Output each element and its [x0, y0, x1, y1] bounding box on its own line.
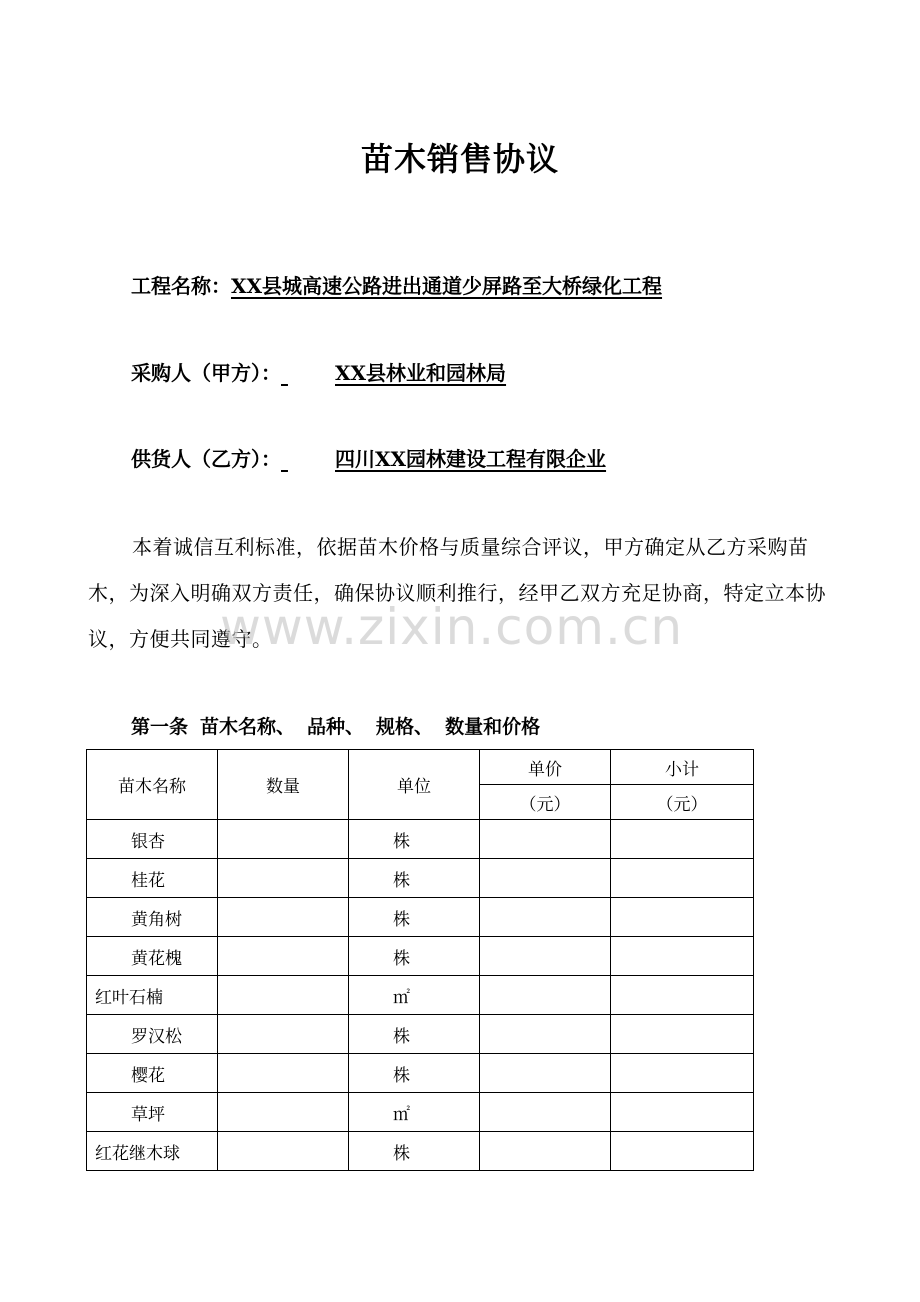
- cell-name: 红叶石楠: [87, 976, 218, 1015]
- section-part: 苗木名称、: [200, 716, 296, 738]
- table-row: [87, 1054, 754, 1093]
- cell-name: 桂花: [87, 859, 218, 898]
- cell-price: [480, 820, 611, 859]
- cell-subtotal: [611, 1054, 754, 1093]
- buyer-value: XX县林业和园林局: [335, 361, 507, 385]
- supplier-field: [131, 443, 606, 472]
- table-row: [87, 898, 754, 937]
- supplier-value: 四川XX园林建设工程有限企业: [335, 447, 607, 471]
- supplier-blank-line: [281, 447, 335, 471]
- cell-name: 银杏: [87, 820, 218, 859]
- cell-quantity: [218, 976, 349, 1015]
- cell-quantity: [218, 1015, 349, 1054]
- table-row: [87, 1132, 754, 1171]
- cell-unit: 株: [349, 898, 480, 937]
- header-subtotal-unit: （元）: [611, 785, 754, 820]
- cell-quantity: [218, 898, 349, 937]
- cell-unit: ㎡: [349, 1093, 480, 1132]
- section-part: 品种、: [307, 716, 365, 738]
- table-row: [87, 976, 754, 1015]
- cell-unit: 株: [349, 1015, 480, 1054]
- cell-name: 罗汉松: [87, 1015, 218, 1054]
- cell-price: [480, 1015, 611, 1054]
- cell-unit: 株: [349, 820, 480, 859]
- buyer-label: 采购人（甲方）：: [131, 361, 281, 385]
- cell-unit: 株: [349, 859, 480, 898]
- cell-quantity: [218, 1054, 349, 1093]
- buyer-blank-line: [281, 361, 335, 385]
- cell-unit: 株: [349, 1132, 480, 1171]
- header-quantity: 数量: [218, 750, 349, 820]
- cell-quantity: [218, 1132, 349, 1171]
- supplier-label: 供货人（乙方）：: [131, 447, 281, 471]
- header-name: 苗木名称: [87, 750, 218, 820]
- cell-unit: ㎡: [349, 976, 480, 1015]
- project-name-value: XX县城高速公路进出通道少屏路至大桥绿化工程: [231, 274, 663, 298]
- preamble-paragraph: 本着诚信互利标准，依据苗木价格与质量综合评议，甲方确定从乙方采购苗木，为深入明确双方责任，确保协议顺利推行，经甲乙双方充足协商，特定立本协议，方便共同遵守。: [88, 535, 826, 651]
- cell-price: [480, 1093, 611, 1132]
- cell-name: 草坪: [87, 1093, 218, 1132]
- cell-name: 红花继木球: [87, 1132, 218, 1171]
- document-title: 苗木销售协议: [360, 140, 559, 178]
- buyer-field: [131, 357, 506, 386]
- cell-price: [480, 937, 611, 976]
- cell-quantity: [218, 859, 349, 898]
- table-row: [87, 859, 754, 898]
- project-name-label: 工程名称：: [131, 274, 231, 298]
- section-article: 第一条: [131, 716, 189, 738]
- cell-quantity: [218, 937, 349, 976]
- cell-price: [480, 1132, 611, 1171]
- section-heading: [131, 712, 552, 739]
- project-name-field: [131, 270, 662, 299]
- table-row: [87, 1093, 754, 1132]
- cell-price: [480, 976, 611, 1015]
- header-subtotal: 小计: [611, 750, 754, 785]
- cell-subtotal: [611, 898, 754, 937]
- table-body: [87, 820, 754, 1171]
- header-unit: 单位: [349, 750, 480, 820]
- cell-name: 樱花: [87, 1054, 218, 1093]
- cell-unit: 株: [349, 937, 480, 976]
- cell-subtotal: [611, 1093, 754, 1132]
- header-price: 单价: [480, 750, 611, 785]
- cell-unit: 株: [349, 1054, 480, 1093]
- header-price-unit: （元）: [480, 785, 611, 820]
- cell-name: 黄角树: [87, 898, 218, 937]
- watermark: www.zixin.com.cn: [220, 598, 684, 656]
- table-row: [87, 937, 754, 976]
- cell-subtotal: [611, 859, 754, 898]
- cell-name: 黄花槐: [87, 937, 218, 976]
- seedling-table: [86, 749, 754, 1171]
- table-row: [87, 1015, 754, 1054]
- section-part: 规格、: [376, 716, 434, 738]
- cell-price: [480, 859, 611, 898]
- section-part: 数量和价格: [445, 716, 541, 738]
- cell-subtotal: [611, 1015, 754, 1054]
- cell-quantity: [218, 820, 349, 859]
- cell-subtotal: [611, 976, 754, 1015]
- cell-quantity: [218, 1093, 349, 1132]
- cell-subtotal: [611, 820, 754, 859]
- cell-subtotal: [611, 1132, 754, 1171]
- cell-price: [480, 1054, 611, 1093]
- table-row: [87, 820, 754, 859]
- cell-price: [480, 898, 611, 937]
- cell-subtotal: [611, 937, 754, 976]
